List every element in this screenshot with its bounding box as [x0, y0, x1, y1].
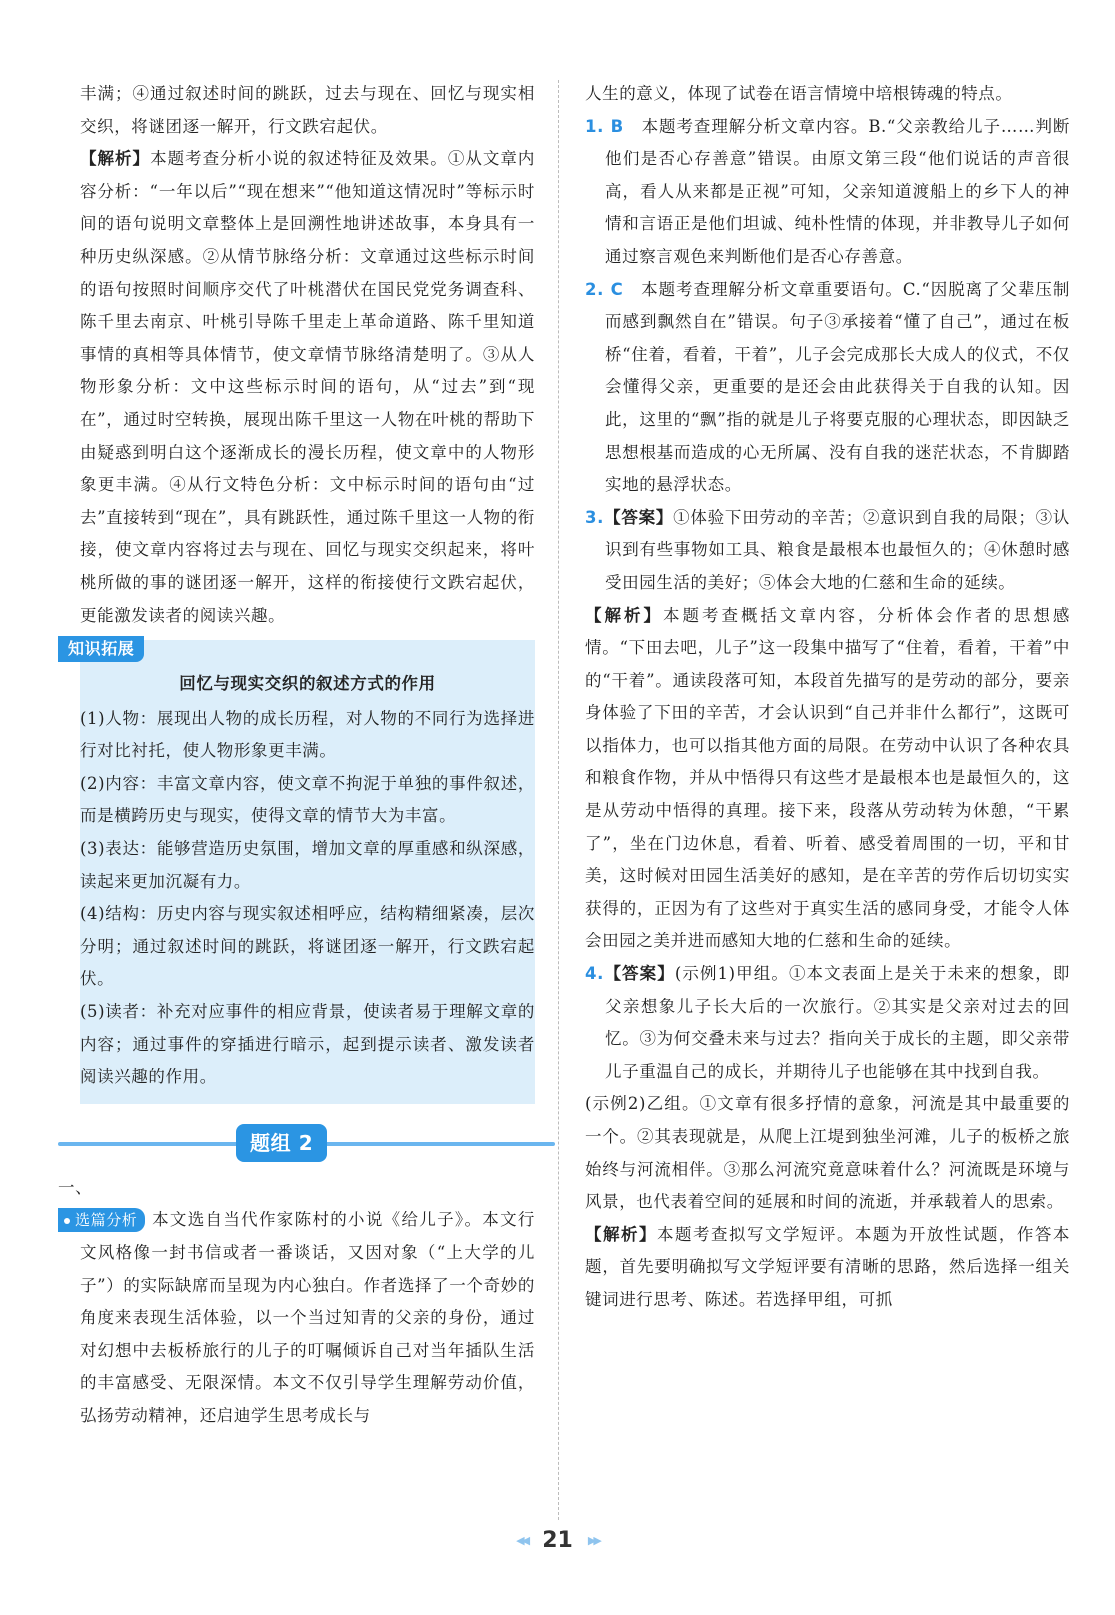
- question-3-answer-text: ①体验下田劳动的辛苦；②意识到自我的局限；③认识到有些事物如工具、粮食是最根本也最恒久的；④休憩时感受田园生活的美好；⑤体会大地的仁慈和生命的延续。: [605, 507, 1070, 592]
- question-2: [585, 274, 1070, 502]
- knowledge-box-title: 回忆与现实交织的叙述方式的作用: [179, 674, 436, 694]
- question-4-answer-a: (示例1)甲组。①本文表面上是关于未来的想象，即父亲想象儿子长大后的一次旅行。②其实是父亲对过去的回忆。③为何交叠未来与过去？指向关于成长的主题，即父亲带儿子重温自己的成长，并期待儿子也能够在其中找到自我。: [605, 964, 1070, 1081]
- question-1-text: 本题考查理解分析文章内容。B.“父亲教给儿子……判断他们是否心存善意”错误。由原文第三段“他们说话的声音很高，看人从来都是正视”可知，父亲知道渡船上的乡下人的神情和言语正是他们坦诚、纯朴性情的体现，并非教导儿子如何通过察言观色来判断他们是否心存善意。: [605, 116, 1070, 266]
- question-4-analysis-text: 本题考查拟写文学短评。本题为开放性试题，作答本题，首先要明确拟写文学短评要有清晰的思路，然后选择一组关键词进行思考、陈述。若选择甲组，可抓: [585, 1224, 1070, 1309]
- next-arrow-icon: ▶▶: [587, 1534, 599, 1547]
- page-number: 21: [542, 1528, 573, 1553]
- right-paragraph-0: 人生的意义，体现了试卷在语言情境中培根铸魂的特点。: [585, 84, 1013, 103]
- section-number: 一、: [58, 1177, 93, 1197]
- knowledge-item-3: (3)表达：能够营造历史氛围，增加文章的厚重感和纵深感，读起来更加沉凝有力。: [80, 839, 535, 891]
- question-4-number: 4.: [585, 964, 604, 984]
- knowledge-item-1: (1)人物：展现出人物的成长历程，对人物的不同行为选择进行对比衬托，使人物形象更丰满。: [80, 708, 535, 761]
- question-2-text: 本题考查理解分析文章重要语句。C.“因脱离了父辈压制而感到飘然自在”错误。句子③承接着“懂了自己”，通过在板桥“住着，看着，干着”，儿子会完成那长大成人的仪式，不仅会懂得父亲，更重要的是还会由此获得关于自我的认知。因此，这里的“飘”指的就是儿子将要克服的心理状态，即因缺乏思想根基而造成的心无所属、没有自我的迷茫状态，不肯脚踏实地的悬浮状态。: [605, 279, 1070, 495]
- knowledge-item-2: (2)内容：丰富文章内容，使文章不拘泥于单独的事件叙述，而是横跨历史与现实，使得文章的情节大为丰富。: [80, 773, 535, 826]
- selection-tag: 选篇分析: [58, 1208, 145, 1232]
- question-1: [585, 111, 1070, 274]
- question-1-number: 1. B: [585, 116, 624, 136]
- analysis-text: 本题考查分析小说的叙述特征及效果。①从文章内容分析：“一年以后”“现在想来”“他知道这情况时”等标示时间的语句说明文章整体上是回溯性地讲述故事，本身具有一种历史纵深感。②从情节脉络分析：文章通过这些标示时间的语句按照时间顺序交代了叶桃潜伏在国民党党务调查科、陈千里去南京、叶桃引导陈千里走上革命道路、陈千里知道事情的真相等具体情节，使文章情节脉络清楚明了。③从人物形象分析：文中这些标示时间的语句，从“过去”到“现在”，通过时空转换，展现出陈千里这一人物在叶桃的帮助下由疑惑到明白这个逐渐成长的漫长历程，使文章中的人物形象更丰满。④从行文特色分析：文中标示时间的语句由“过去”直接转到“现在”，具有跳跃性，通过陈千里这一人物的衔接，使文章内容将过去与现在、回忆与现实交织起来，将叶桃所做的事的谜团逐一解开，这样的衔接使行文跌宕起伏，更能激发读者的阅读兴趣。: [80, 149, 535, 625]
- question-3-analysis-text: 本题考查概括文章内容，分析体会作者的思想感情。“下田去吧，儿子”这一段集中描写了“住着，看着，干着”中的“干着”。通读段落可知，本段首先描写的是劳动的部分，要亲身体验了下田的辛苦，才会认识到“自己并非什么都行”，这既可以指体力，也可以指其他方面的局限。在劳动中认识了各种农具和粮食作物，并从中悟得只有这些才是最根本也是最恒久的，这是从劳动中悟得的真理。接下来，段落从劳动转为休憩，“干累了”，坐在门边休息，看着、听着、感受着周围的一切，平和甘美，这时候对田园生活美好的感知，是在辛苦的劳作后切切实实获得的，正因为有了这些对于真实生活的感同身受，才能令人体会田园之美并进而感知大地的仁慈和生命的延续。: [585, 605, 1070, 951]
- prev-arrow-icon: ◀◀: [516, 1534, 528, 1547]
- right-column: [585, 78, 1070, 1317]
- selection-text: 本文选自当代作家陈村的小说《给儿子》。本文行文风格像一封书信或者一番谈话，又因对象（“上大学的儿子”）的实际缺席而呈现为内心独白。作者选择了一个奇妙的角度来表现生活体验，以一个当过知青的父亲的身份，通过对幻想中去板桥旅行的儿子的叮嘱倾诉自己对当年插队生活的丰富感受、无限深情。本文不仅引导学生理解劳动价值，弘扬劳动精神，还启迪学生思考成长与: [80, 1210, 535, 1425]
- group-label: 题组 2: [236, 1124, 327, 1162]
- page-footer: [0, 1528, 1115, 1553]
- question-3-answer: [585, 502, 1070, 600]
- knowledge-item-5: (5)读者：补充对应事件的相应背景，使读者易于理解文章的内容；通过事件的穿插进行暗示，起到提示读者、激发读者阅读兴趣的作用。: [80, 1002, 535, 1087]
- question-2-number: 2. C: [585, 279, 624, 299]
- answer-tag: 【答案】: [603, 507, 674, 527]
- analysis-tag: 【解析】: [585, 605, 663, 625]
- question-4-analysis: [585, 1219, 1070, 1317]
- selection-analysis: [75, 1204, 535, 1432]
- analysis-tag: 【解析】: [80, 149, 151, 169]
- group-header: [58, 1118, 535, 1168]
- knowledge-box-tab: 知识拓展: [58, 636, 144, 662]
- question-3-number: 3.: [585, 507, 604, 527]
- column-divider: [558, 80, 559, 1520]
- left-column: [58, 78, 535, 1433]
- question-4-answer-b: (示例2)乙组。①文章有很多抒情的意象，河流是其中最重要的一个。②其表现就是，从爬上江堤到独坐河滩，儿子的板桥之旅始终与河流相伴。③那么河流究竟意味着什么？河流既是环境与风景，也代表着空间的延展和时间的流逝，并承载着人的思索。: [585, 1094, 1070, 1212]
- bullet-dot-icon: [64, 1218, 70, 1224]
- question-4-answer: [585, 958, 1070, 1088]
- analysis-tag: 【解析】: [585, 1224, 657, 1244]
- left-paragraph-1: 丰满；④通过叙述时间的跳跃，过去与现在、回忆与现实相交织，将谜团逐一解开，行文跌宕起伏。: [80, 84, 535, 136]
- left-analysis: [80, 143, 535, 632]
- knowledge-item-4: (4)结构：历史内容与现实叙述相呼应，结构精细紧凑，层次分明；通过叙述时间的跳跃，将谜团逐一解开，行文跌宕起伏。: [80, 904, 535, 989]
- knowledge-box: [68, 639, 535, 1104]
- question-3-analysis: [585, 600, 1070, 959]
- answer-tag: 【答案】: [603, 964, 675, 984]
